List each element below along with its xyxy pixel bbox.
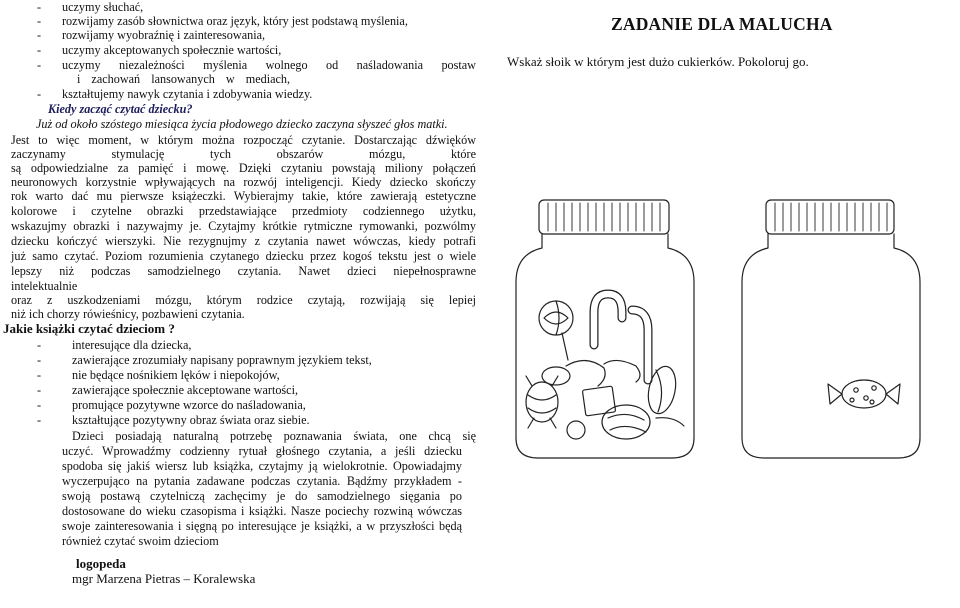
list-item: rozwijamy zasób słownictwa oraz język, który jest podstawą myślenia,: [62, 14, 408, 28]
bullet-dash: -: [37, 58, 42, 72]
list-item: rozwijamy wyobraźnię i zainteresowania,: [62, 28, 266, 42]
list-item: zawierające społecznie akceptowane wartości,: [72, 383, 299, 397]
list-item: nie będące nośnikiem lęków i niepokojów,: [72, 368, 280, 382]
paragraph-lead: Już od około szóstego miesiąca życia płodowego dziecko zaczyna słyszeć głos matki.: [36, 117, 448, 131]
list-item: interesujące dla dziecka,: [72, 338, 192, 352]
paragraph-line: uczyć. Wprowadźmy codzienny rytuał głośnego czytania, a jeśli dziecku: [62, 444, 462, 458]
list-item: kształtujące pozytywny obraz świata oraz siebie.: [72, 413, 310, 427]
paragraph-line: intelektualnie: [11, 279, 78, 293]
paragraph-line: wskazujmy obrazki i nazywajmy je. Czytajmy krótkie rytmiczne rymowanki, pozwólmy: [11, 219, 476, 233]
paragraph-line: lepszy niż podczas samodzielnego czytania. Nawet dzieci niepełnosprawne: [11, 264, 476, 278]
paragraph-line: już samo czytać. Poziom rozumienia czytanego dziecku przez kogoś tekstu jest o wiele: [11, 249, 476, 263]
list-item: uczymy słuchać,: [62, 0, 144, 14]
bullet-dash: -: [37, 0, 42, 14]
paragraph-line: swoje zainteresowania i sięgną po interesujące je książki, a w przyszłości będą: [62, 519, 462, 533]
paragraph-line: są odpowiedzialne za pamięć i mowę. Dzięki czytaniu powstają miliony połączeń: [11, 161, 476, 175]
paragraph-line: kolorowe i czytelne obrazki przedstawiające przedmioty codziennego użytku,: [11, 204, 476, 218]
list-item: uczymy niezależności myślenia wolnego od naśladowania postaw: [62, 58, 476, 72]
paragraph-line: rok warto dać mu pierwsze książeczki. Wybierajmy takie, które zawierają estetyczne: [11, 189, 476, 203]
bullet-dash: -: [37, 87, 42, 101]
list-item: zawierające zrozumiały napisany poprawnym językiem tekst,: [72, 353, 372, 367]
bullet-dash: -: [37, 413, 42, 427]
bullet-dash: -: [37, 398, 42, 412]
bullet-dash: -: [37, 338, 42, 352]
paragraph-line: dziecku kończyć wierszyki. Nie rezygnujmy z czytania nawet wówczas, kiedy potrafi: [11, 234, 476, 248]
bullet-dash: -: [37, 368, 42, 382]
section-heading: Jakie książki czytać dzieciom ?: [3, 321, 175, 336]
bullet-dash: -: [37, 383, 42, 397]
task-instruction: Wskaż słoik w którym jest dużo cukierków. Pokoloruj go.: [507, 54, 809, 69]
section-heading: Kiedy zacząć czytać dziecku?: [48, 102, 193, 116]
paragraph-line: Dzieci posiadają naturalną potrzebę poznawania świata, one chcą się: [72, 429, 476, 443]
bullet-dash: -: [37, 28, 42, 42]
paragraph-line: neuronowych korzystnie wpływających na rozwój inteligencji. Kiedy dziecko skończy: [11, 175, 476, 189]
list-item-continuation: i zachowań lansowanych w mediach,: [77, 72, 291, 86]
paragraph-line: również czytać swoim dzieciom: [62, 534, 219, 548]
candies: [526, 294, 684, 439]
paragraph-line: dostosowane do wieku czasopisma i książki. Nasze pociechy rozwiną wówczas: [62, 504, 462, 518]
jar-with-many-candies[interactable]: [516, 200, 694, 458]
jars-illustration: [496, 190, 960, 470]
list-item: promujące pozytywne wzorce do naśladowania,: [72, 398, 306, 412]
paragraph-line: spodoba się jakiś wiersz lub książka, czytajmy ją wielokrotnie. Opowiadajmy: [62, 459, 462, 473]
bullet-dash: -: [37, 353, 42, 367]
paragraph-line: oraz z uszkodzeniami mózgu, którym rodzice czytają, rozwijają się lepiej: [11, 293, 476, 307]
task-panel: [496, 0, 960, 608]
paragraph-line: zaczynamy stymulację tych obszarów mózgu, które: [11, 147, 476, 161]
lid-ridges: [775, 203, 887, 231]
paragraph-line: niż ich chorzy rówieśnicy, pozbawieni czytania.: [11, 307, 245, 321]
signature-name: mgr Marzena Pietras – Koralewska: [72, 571, 256, 586]
jar-body: [742, 234, 920, 458]
paragraph-line: swoją postawą czytelniczą zachęcimy je do samodzielnego sięgania po: [62, 489, 462, 503]
signature-role: logopeda: [76, 556, 126, 571]
paragraph-line: wyczerpująco na pytania zadawane podczas czytania. Bądźmy przykładem -: [62, 474, 462, 488]
paragraph-line: Jest to więc moment, w którym można rozpocząć czytanie. Dostarczając dźwięków: [11, 133, 476, 147]
bullet-dash: -: [37, 43, 42, 57]
task-title: ZADANIE DLA MALUCHA: [611, 14, 833, 34]
jar-body: [516, 234, 694, 458]
single-candy: [828, 380, 900, 408]
jar-with-one-candy[interactable]: [742, 200, 920, 458]
list-item: uczymy akceptowanych społecznie wartości,: [62, 43, 282, 57]
list-item: kształtujemy nawyk czytania i zdobywania wiedzy.: [62, 87, 313, 101]
jar-lid: [766, 200, 894, 234]
lid-ridges: [548, 203, 660, 231]
bullet-dash: -: [37, 14, 42, 28]
